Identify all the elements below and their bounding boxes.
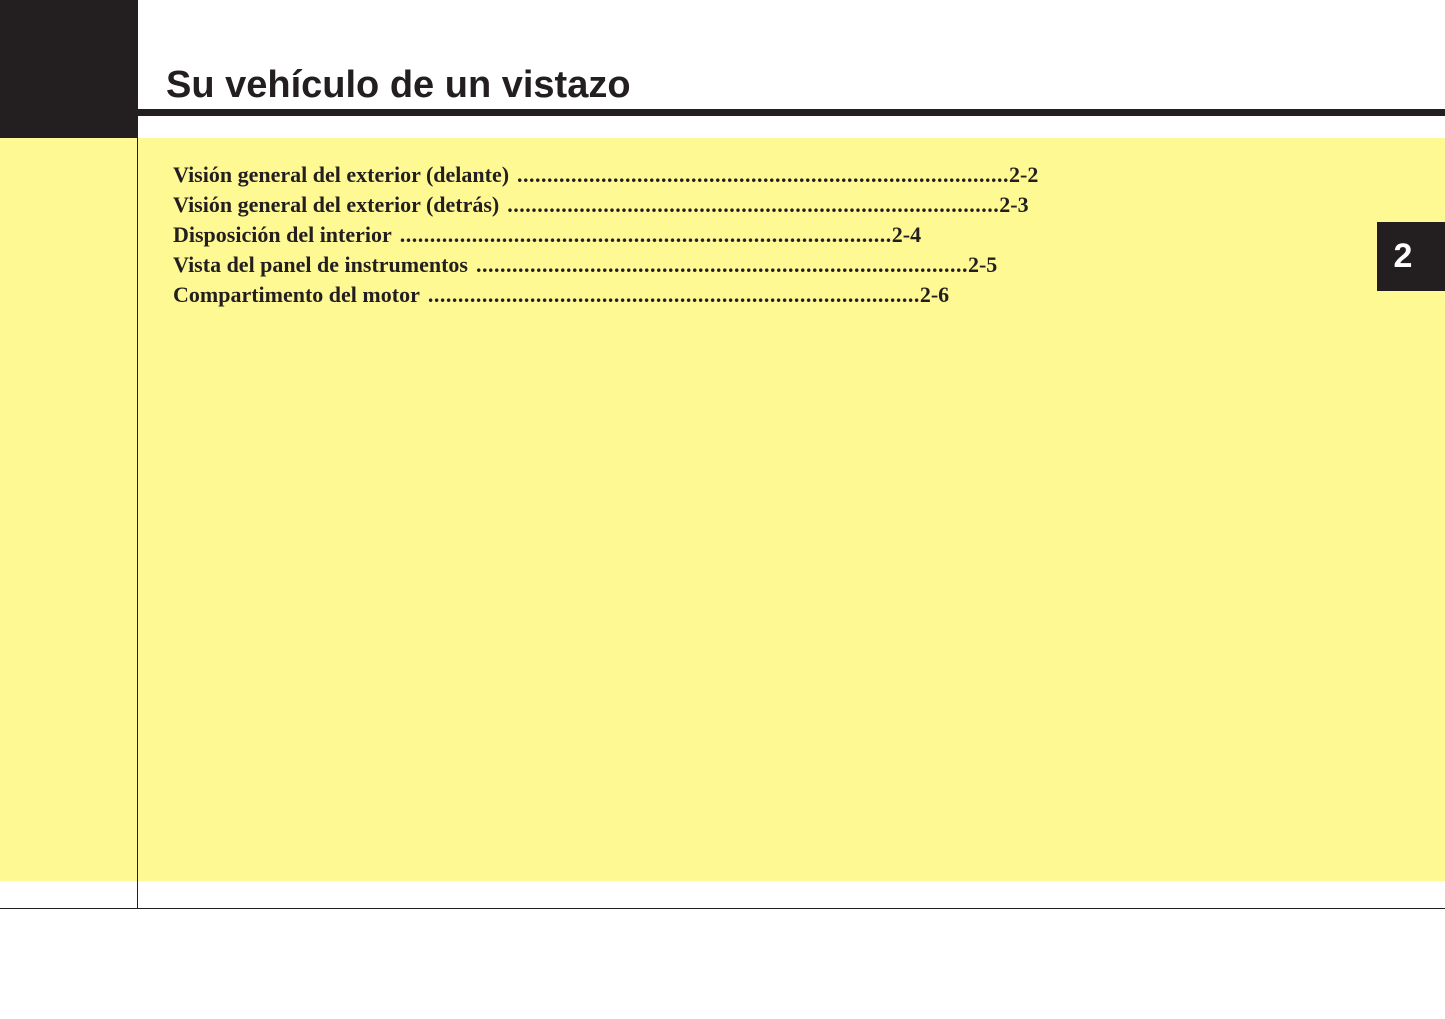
toc-entry-label: Compartimento del motor bbox=[173, 282, 420, 307]
margin-rule bbox=[137, 138, 138, 909]
toc-entry-page: 2-6 bbox=[919, 282, 950, 307]
toc-entry-page: 2-5 bbox=[967, 252, 998, 277]
toc-entry-label: Visión general del exterior (delante) bbox=[173, 162, 510, 187]
table-of-contents bbox=[173, 160, 1039, 310]
toc-entry-label: Visión general del exterior (detrás) bbox=[173, 192, 500, 217]
toc-entry-page: 2-2 bbox=[1009, 162, 1039, 187]
toc-entry-interior[interactable] bbox=[173, 220, 922, 250]
toc-entry-exterior-rear[interactable] bbox=[173, 190, 1029, 220]
toc-leader-dots: .................................................................................. bbox=[427, 282, 920, 307]
title-rule bbox=[138, 109, 1445, 116]
toc-leader-dots: .................................................................................. bbox=[517, 162, 1010, 187]
toc-entry-page: 2-4 bbox=[891, 222, 922, 247]
toc-leader-dots: .................................................................................. bbox=[475, 252, 968, 277]
toc-entry-label: Vista del panel de instrumentos bbox=[173, 252, 468, 277]
toc-entry-exterior-front[interactable] bbox=[173, 160, 1039, 190]
toc-entry-page: 2-3 bbox=[999, 192, 1029, 217]
toc-entry-instrument-panel[interactable] bbox=[173, 250, 998, 280]
toc-entry-engine[interactable] bbox=[173, 280, 950, 310]
toc-leader-dots: .................................................................................. bbox=[399, 222, 892, 247]
bottom-rule bbox=[0, 908, 1445, 909]
toc-leader-dots: .................................................................................. bbox=[507, 192, 1000, 217]
page-title: Su vehículo de un vistazo bbox=[166, 64, 631, 106]
chapter-tab: 2 bbox=[1377, 222, 1445, 291]
corner-block bbox=[0, 0, 138, 138]
toc-entry-label: Disposición del interior bbox=[173, 222, 392, 247]
